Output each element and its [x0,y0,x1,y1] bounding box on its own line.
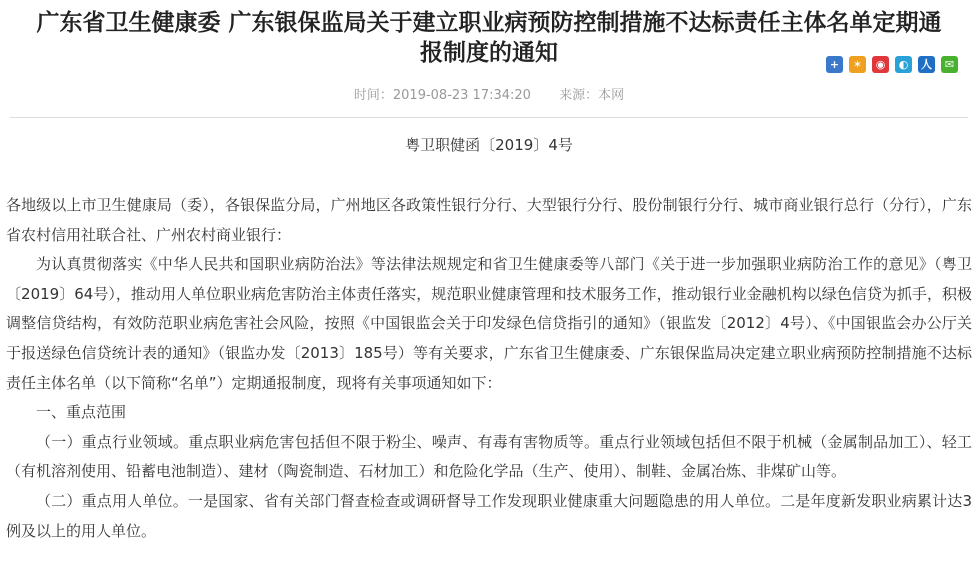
paragraph-key-industries: （一）重点行业领域。重点职业病危害包括但不限于粉尘、噪声、有毒有害物质等。重点行业领域包括但不限于机械（金属制品加工）、轻工（有机溶剂使用、铅蓄电池制造）、建材（陶瓷制造、石材加工）和危险化学品（生产、使用）、制鞋、金属冶炼、非煤矿山等。 [6,432,972,481]
article-meta [0,86,978,106]
tencent-weibo-icon[interactable]: ◐ [895,56,912,73]
weibo-icon[interactable]: ◉ [872,56,889,73]
paragraph-key-employers: （二）重点用人单位。一是国家、省有关部门督查检查或调研督导工作发现职业健康重大问题隐患的用人单位。二是年度新发职业病累计达3例及以上的用人单位。 [6,491,972,540]
wechat-icon[interactable]: ✉ [941,56,958,73]
document-number: 粤卫职健函〔2019〕4号 [405,136,573,154]
article-source: 来源：本网 [559,88,625,103]
paragraph-intro: 为认真贯彻落实《中华人民共和国职业病防治法》等法律法规规定和省卫生健康委等八部门《关于进一步加强职业病防治工作的意见》（粤卫〔2019〕64号），推动用人单位职业病危害防治主体责任落实，规范职业健康管理和技术服务工作，推动银行业金融机构以绿色信贷为抓手，积极调整信贷结构，有效防范职业病危害社会风险，按照《中国银监会关于印发绿色信贷指引的通知》（银监发〔2012〕4号）、《中国银监会办公厅关于报送绿色信贷统计表的通知》（银监办发〔2013〕185号）等有关要求，广东省卫生健康委、广东银保监局决定建立职业病预防控制措施不达标责任主体名单（以下简称“名单”）定期通报制度，现将有关事项通知如下： [6,255,972,392]
renren-icon[interactable]: 人 [918,56,935,73]
section-heading-scope: 一、重点范围 [36,403,127,422]
paragraph-addressees: 各地级以上市卫生健康局（委），各银保监分局，广州地区各政策性银行分行、大型银行分行、股份制银行分行、城市商业银行总行（分行），广东省农村信用社联合社、广州农村商业银行： [6,196,972,244]
article-body [6,191,972,546]
share-plus-icon[interactable]: + [826,56,843,73]
share-toolbar [826,56,958,74]
divider [10,117,968,118]
article-title-line-2: 报制度的通知 [420,40,558,66]
article-title-line-1: 广东省卫生健康委 广东银保监局关于建立职业病预防控制措施不达标责任主体名单定期通 [36,10,942,36]
publish-time: 时间：2019-08-23 17:34:20 [353,88,531,103]
qzone-icon[interactable]: ✶ [849,56,866,73]
